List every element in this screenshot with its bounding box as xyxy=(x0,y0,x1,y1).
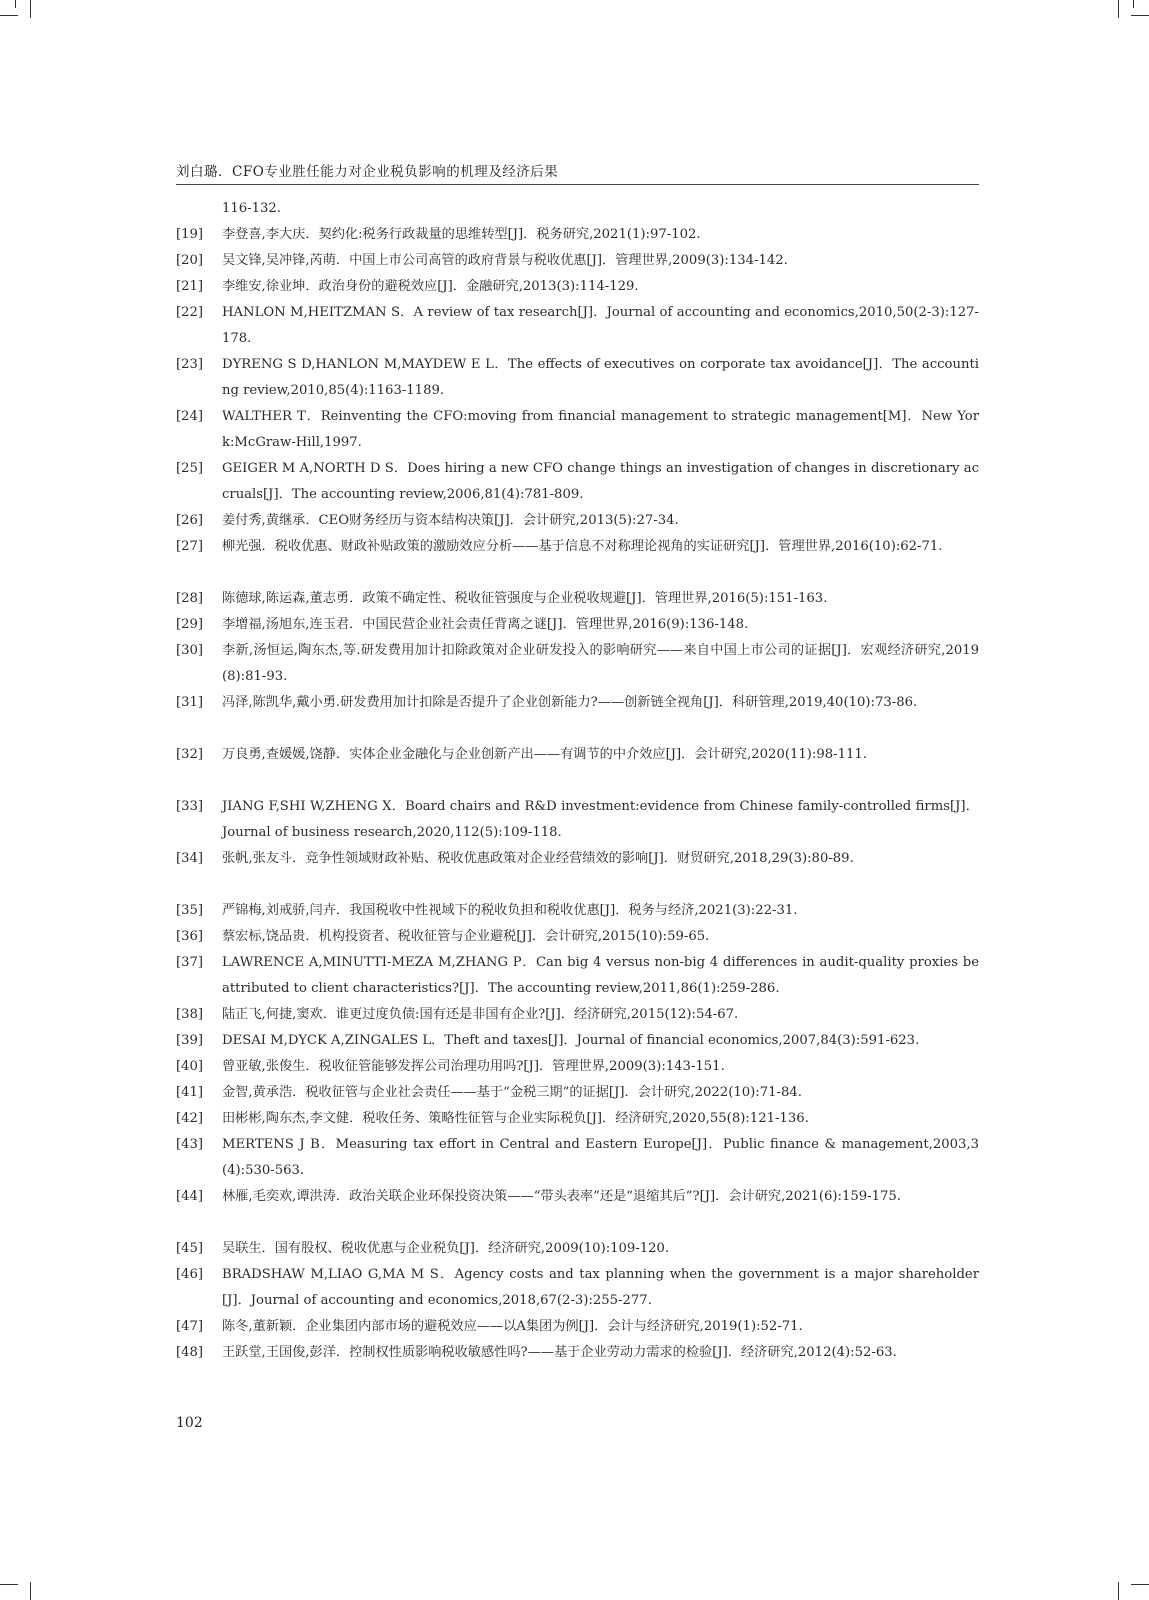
reference-item xyxy=(176,1262,979,1314)
reference-item xyxy=(176,534,979,560)
reference-item xyxy=(176,742,979,768)
reference-item xyxy=(176,248,979,274)
reference-number: [22] xyxy=(176,305,204,320)
reference-item xyxy=(176,612,979,638)
reference-text: 蔡宏标,饶品贵．机构投资者、税收征管与企业避税[J]．会计研究,2015(10):59-65. xyxy=(222,929,710,944)
reference-number: [43] xyxy=(176,1137,204,1152)
reference-number: [39] xyxy=(176,1033,204,1048)
reference-number: [33] xyxy=(176,799,204,814)
reference-item xyxy=(176,846,979,872)
reference-item xyxy=(176,1236,979,1262)
reference-number: [34] xyxy=(176,851,204,866)
crop-mark-top-right-v2 xyxy=(1133,0,1134,8)
reference-number: [23] xyxy=(176,357,204,372)
reference-number: [45] xyxy=(176,1241,204,1256)
reference-number: [42] xyxy=(176,1111,204,1126)
reference-number: [29] xyxy=(176,617,204,632)
reference-number: [27] xyxy=(176,539,204,554)
reference-item xyxy=(176,352,979,404)
reference-item xyxy=(176,1054,979,1080)
crop-mark-bottom-right-h xyxy=(1131,1584,1149,1585)
reference-text: 曾亚敏,张俊生．税收征管能够发挥公司治理功用吗?[J]．管理世界,2009(3):143-151. xyxy=(222,1059,725,1074)
reference-item xyxy=(176,404,979,456)
reference-number: [31] xyxy=(176,695,204,710)
reference-continuation: 116-132. xyxy=(222,201,281,216)
reference-number: [46] xyxy=(176,1267,204,1282)
reference-text: MERTENS J B．Measuring tax effort in Central and Eastern Europe[J]．Public finance & management,2003,3(4):530-563. xyxy=(222,1137,979,1178)
reference-text: 陈冬,董新颖．企业集团内部市场的避税效应——以A集团为例[J]．会计与经济研究,2019(1):52-71. xyxy=(222,1319,803,1334)
reference-item xyxy=(176,924,979,950)
reference-text: 田彬彬,陶东杰,李文健．税收任务、策略性征管与企业实际税负[J]．经济研究,2020,55(8):121-136. xyxy=(222,1111,809,1126)
reference-number: [48] xyxy=(176,1345,204,1360)
page-number: 102 xyxy=(176,1415,203,1431)
crop-mark-bottom-left-h xyxy=(0,1584,18,1585)
reference-item xyxy=(176,1106,979,1132)
reference-text: 姜付秀,黄继承．CEO财务经历与资本结构决策[J]．会计研究,2013(5):27-34. xyxy=(222,513,679,528)
reference-item xyxy=(176,638,979,690)
running-header: 刘白璐．CFO专业胜任能力对企业税负影响的机理及经济后果 xyxy=(176,164,559,180)
reference-number: [32] xyxy=(176,747,204,762)
reference-text: 金智,黄承浩．税收征管与企业社会责任——基于“金税三期”的证据[J]．会计研究,2022(10):71-84. xyxy=(222,1085,802,1100)
reference-number: [26] xyxy=(176,513,204,528)
reference-item xyxy=(176,1340,979,1366)
reference-item xyxy=(176,690,979,716)
reference-text: 陆正飞,何捷,窦欢．谁更过度负债:国有还是非国有企业?[J]．经济研究,2015(12):54-67. xyxy=(222,1007,739,1022)
crop-mark-top-left-v2 xyxy=(15,0,16,8)
reference-text: 李登喜,李大庆．契约化:税务行政裁量的思维转型[J]．税务研究,2021(1):97-102. xyxy=(222,227,701,242)
reference-item xyxy=(176,1002,979,1028)
reference-text: 冯泽,陈凯华,戴小勇.研发费用加计扣除是否提升了企业创新能力?——创新链全视角[J]．科研管理,2019,40(10):73-86. xyxy=(222,695,918,710)
reference-item xyxy=(176,1132,979,1184)
reference-number: [30] xyxy=(176,643,204,658)
reference-text: 张帆,张友斗．竞争性领域财政补贴、税收优惠政策对企业经营绩效的影响[J]．财贸研究,2018,29(3):80-89. xyxy=(222,851,854,866)
reference-number: [35] xyxy=(176,903,204,918)
reference-text: 万良勇,查媛媛,饶静．实体企业金融化与企业创新产出——有调节的中介效应[J]．会计研究,2020(11):98-111. xyxy=(222,747,867,762)
reference-text: DYRENG S D,HANLON M,MAYDEW E L．The effects of executives on corporate tax avoidance[J]．The accounting review,2010,85(4):1163-1189. xyxy=(222,357,979,398)
reference-text: 吴文锋,吴冲锋,芮萌．中国上市公司高管的政府背景与税收优惠[J]．管理世界,2009(3):134-142. xyxy=(222,253,788,268)
reference-number: [47] xyxy=(176,1319,204,1334)
reference-item xyxy=(176,950,979,1002)
reference-item xyxy=(176,1080,979,1106)
reference-item xyxy=(176,456,979,508)
reference-item xyxy=(176,508,979,534)
reference-number: [40] xyxy=(176,1059,204,1074)
reference-text: WALTHER T．Reinventing the CFO:moving from financial management to strategic management[M]．New York:McGraw-Hill,1997. xyxy=(222,409,979,450)
reference-text: 李维安,徐业坤．政治身份的避税效应[J]．金融研究,2013(3):114-129. xyxy=(222,279,639,294)
reference-text: 李增福,汤旭东,连玉君．中国民营企业社会责任背离之谜[J]．管理世界,2016(9):136-148. xyxy=(222,617,749,632)
reference-item xyxy=(176,274,979,300)
reference-number: [41] xyxy=(176,1085,204,1100)
crop-mark-top-right-h xyxy=(1131,15,1149,16)
crop-mark-bottom-right-v xyxy=(1118,1582,1119,1600)
reference-item xyxy=(176,222,979,248)
reference-number: [21] xyxy=(176,279,204,294)
reference-number: [20] xyxy=(176,253,204,268)
reference-text: 王跃堂,王国俊,彭洋．控制权性质影响税收敏感性吗?——基于企业劳动力需求的检验[J]．经济研究,2012(4):52-63. xyxy=(222,1345,897,1360)
reference-item xyxy=(176,898,979,924)
crop-mark-top-right-v xyxy=(1118,0,1119,18)
reference-text: 严锦梅,刘戒骄,闫卉．我国税收中性视域下的税收负担和税收优惠[J]．税务与经济,2021(3):22-31. xyxy=(222,903,798,918)
reference-text: GEIGER M A,NORTH D S．Does hiring a new CFO change things an investigation of changes in discretionary accruals[J]．The accounting review,2006,81(4):781-809. xyxy=(222,461,979,502)
reference-item xyxy=(176,794,979,846)
reference-text: 吴联生．国有股权、税收优惠与企业税负[J]．经济研究,2009(10):109-120. xyxy=(222,1241,670,1256)
reference-number: [28] xyxy=(176,591,204,606)
reference-number: [19] xyxy=(176,227,204,242)
reference-item xyxy=(176,1028,979,1054)
reference-text: DESAI M,DYCK A,ZINGALES L．Theft and taxes[J]．Journal of financial economics,2007,84(3):591-623. xyxy=(222,1033,920,1048)
reference-item xyxy=(176,586,979,612)
reference-number: [24] xyxy=(176,409,204,424)
reference-item xyxy=(176,1314,979,1340)
crop-mark-top-left-h xyxy=(0,15,18,16)
reference-number: [25] xyxy=(176,461,204,476)
reference-text: 陈德球,陈运森,董志勇．政策不确定性、税收征管强度与企业税收规避[J]．管理世界,2016(5):151-163. xyxy=(222,591,828,606)
reference-number: [36] xyxy=(176,929,204,944)
reference-text: HANLON M,HEITZMAN S．A review of tax research[J]．Journal of accounting and economics,2010,50(2-3):127-178. xyxy=(222,305,979,346)
header-rule xyxy=(176,184,979,185)
reference-text: 柳光强．税收优惠、财政补贴政策的激励效应分析——基于信息不对称理论视角的实证研究[J]．管理世界,2016(10):62-71. xyxy=(222,539,943,554)
reference-number: [38] xyxy=(176,1007,204,1022)
reference-item xyxy=(176,1184,979,1210)
reference-number: [44] xyxy=(176,1189,204,1204)
reference-text: 林雁,毛奕欢,谭洪涛．政治关联企业环保投资决策——“带头表率”还是“退缩其后”?[J]．会计研究,2021(6):159-175. xyxy=(222,1189,901,1204)
reference-text: BRADSHAW M,LIAO G,MA M S．Agency costs and tax planning when the government is a major shareholder[J]．Journal of accounting and economics,2018,67(2-3):255-277. xyxy=(222,1267,979,1308)
crop-mark-bottom-left-v xyxy=(30,1582,31,1600)
reference-text: 李新,汤恒运,陶东杰,等.研发费用加计扣除政策对企业研发投入的影响研究——来自中国上市公司的证据[J]．宏观经济研究,2019(8):81-93. xyxy=(222,643,979,684)
reference-number: [37] xyxy=(176,955,204,970)
crop-mark-top-left-v xyxy=(30,0,31,18)
reference-item xyxy=(176,300,979,352)
reference-text: LAWRENCE A,MINUTTI-MEZA M,ZHANG P．Can big 4 versus non-big 4 differences in audit-quality proxies be attributed to client characteristics?[J]．The accounting review,2011,86(1):259-286. xyxy=(222,955,979,996)
reference-text: JIANG F,SHI W,ZHENG X．Board chairs and R&D investment:evidence from Chinese family-controlled firms[J]．Journal of business research,2020,112(5):109-118. xyxy=(222,799,979,840)
